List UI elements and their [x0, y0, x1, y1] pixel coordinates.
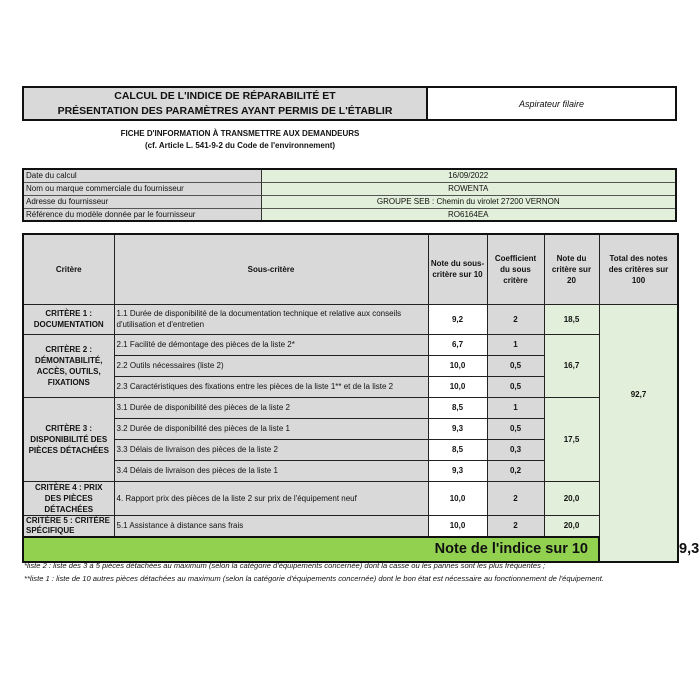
- product-type: Aspirateur filaire: [518, 98, 585, 109]
- subcriterion-coef: 0,3: [487, 439, 544, 460]
- subcriterion-coef: 2: [487, 515, 544, 537]
- title-box: [22, 86, 677, 121]
- header-note-critere: Note du critère sur 20: [544, 234, 599, 304]
- subcriterion-label: 3.1 Durée de disponibilité des pièces de la liste 2: [114, 397, 428, 418]
- subcriterion-coef: 0,5: [487, 355, 544, 376]
- criterion-label: CRITÈRE 1 : DOCUMENTATION: [23, 304, 114, 334]
- info-value: RO6164EA: [261, 208, 676, 221]
- title-line-2: PRÉSENTATION DES PARAMÈTRES AYANT PERMIS DE L'ÉTABLIR: [57, 104, 393, 117]
- footnote-liste-1: **liste 1 : liste de 10 autres pièces détachées au maximum (selon la catégorie d'équipements concernée) dont le bon état est nécessaire au fonctionnement de l'équipement.: [24, 574, 604, 583]
- total-sur-100: [599, 304, 678, 562]
- subcriterion-label: 2.2 Outils nécessaires (liste 2): [114, 355, 428, 376]
- subcriterion-label: 1.1 Durée de disponibilité de la documentation technique et relative aux conseils d'utilisation et d'entretien: [114, 304, 428, 334]
- subcriterion-note: 6,7: [428, 334, 487, 355]
- supplier-info-table: [22, 168, 677, 222]
- criterion-note: 20,0: [544, 481, 599, 515]
- subcriterion-label: 5.1 Assistance à distance sans frais: [114, 515, 428, 537]
- subcriterion-note: 9,3: [428, 418, 487, 439]
- subcriterion-coef: 0,5: [487, 418, 544, 439]
- info-value: ROWENTA: [261, 182, 676, 195]
- subcriterion-coef: 0,5: [487, 376, 544, 397]
- table-row: [23, 304, 678, 334]
- criterion-label: [23, 515, 114, 537]
- criterion-note: 18,5: [544, 304, 599, 334]
- final-score-row: Note de l'indice sur 10 9,3: [23, 537, 678, 562]
- subcriterion-label: 3.2 Durée de disponibilité des pièces de la liste 1: [114, 418, 428, 439]
- subtitle-line-1: FICHE D'INFORMATION À TRANSMETTRE AUX DEMANDEURS: [120, 129, 360, 138]
- table-row: [23, 515, 678, 537]
- criterion-label-text: CRITÈRE 5 : CRITÈRE SPÉCIFIQUE: [26, 515, 111, 535]
- header-coefficient: Coefficient du sous critère: [487, 234, 544, 304]
- title-line-1: CALCUL DE L'INDICE DE RÉPARABILITÉ ET: [114, 89, 336, 102]
- subtitle: [0, 128, 480, 152]
- criterion-label: CRITÈRE 3 : DISPONIBILITÉ DES PIÈCES DÉTACHÉES: [23, 397, 114, 481]
- header-note-sous-critere: Note du sous-critère sur 10: [428, 234, 487, 304]
- criterion-label: CRITÈRE 2 : DÉMONTABILITÉ, ACCÈS, OUTILS, FIXATIONS: [23, 334, 114, 397]
- footnote-liste-2: *liste 2 : liste des 3 à 5 pièces détachées au maximum (selon la catégorie d'équipements concernée) dont la casse ou les pannes sont les plus fréquentes ;: [24, 561, 546, 570]
- info-row-model: [23, 208, 676, 221]
- subcriterion-label: 2.1 Facilité de démontage des pièces de la liste 2*: [114, 334, 428, 355]
- footnotes: [24, 559, 674, 585]
- info-label: Nom ou marque commerciale du fournisseur: [23, 182, 261, 195]
- subcriterion-coef: 2: [487, 304, 544, 334]
- info-label: Date du calcul: [23, 169, 261, 182]
- criterion-note: 20,0: [544, 515, 599, 537]
- subcriterion-label: 4. Rapport prix des pièces de la liste 2 sur prix de l'équipement neuf: [114, 481, 428, 515]
- subcriterion-coef: 1: [487, 334, 544, 355]
- total-value: 92,7: [630, 389, 647, 399]
- subtitle-line-2: (cf. Article L. 541-9-2 du Code de l'environnement): [144, 141, 336, 150]
- subcriterion-label: 3.4 Délais de livraison des pièces de la liste 1: [114, 460, 428, 481]
- subcriterion-note: 8,5: [428, 439, 487, 460]
- table-row: [23, 397, 678, 418]
- header-sous-critere: Sous-critère: [114, 234, 428, 304]
- info-label: Référence du modèle donnée par le fournisseur: [23, 208, 261, 221]
- info-row-brand: [23, 182, 676, 195]
- repairability-table: [22, 233, 700, 563]
- info-value: 16/09/2022: [261, 169, 676, 182]
- criterion-note: 16,7: [544, 334, 599, 397]
- subcriterion-label: 3.3 Délais de livraison des pièces de la liste 2: [114, 439, 428, 460]
- header-total: Total des notes des critères sur 100: [599, 234, 678, 304]
- info-row-address: [23, 195, 676, 208]
- info-row-date: [23, 169, 676, 182]
- table-header-row: [23, 234, 678, 304]
- subcriterion-note: 9,3: [428, 460, 487, 481]
- subcriterion-note: 8,5: [428, 397, 487, 418]
- info-value: GROUPE SEB : Chemin du virolet 27200 VERNON: [261, 195, 676, 208]
- final-score-label: Note de l'indice sur 10: [23, 537, 599, 562]
- table-row: [23, 481, 678, 515]
- document-title: [24, 88, 428, 119]
- subcriterion-note: 9,2: [428, 304, 487, 334]
- subcriterion-note: 10,0: [428, 481, 487, 515]
- subcriterion-note: 10,0: [428, 376, 487, 397]
- subcriterion-label: 2.3 Caractéristiques des fixations entre les pièces de la liste 1** et de la liste 2: [114, 376, 428, 397]
- subcriterion-coef: 0,2: [487, 460, 544, 481]
- subcriterion-coef: 1: [487, 397, 544, 418]
- criterion-label: CRITÈRE 4 : PRIX DES PIÈCES DÉTACHÉES: [23, 481, 114, 515]
- table-row: [23, 334, 678, 355]
- subcriterion-note: 10,0: [428, 355, 487, 376]
- criterion-note: 17,5: [544, 397, 599, 481]
- header-critere: Critère: [23, 234, 114, 304]
- info-label: Adresse du fournisseur: [23, 195, 261, 208]
- subcriterion-coef: 2: [487, 481, 544, 515]
- subcriterion-note: 10,0: [428, 515, 487, 537]
